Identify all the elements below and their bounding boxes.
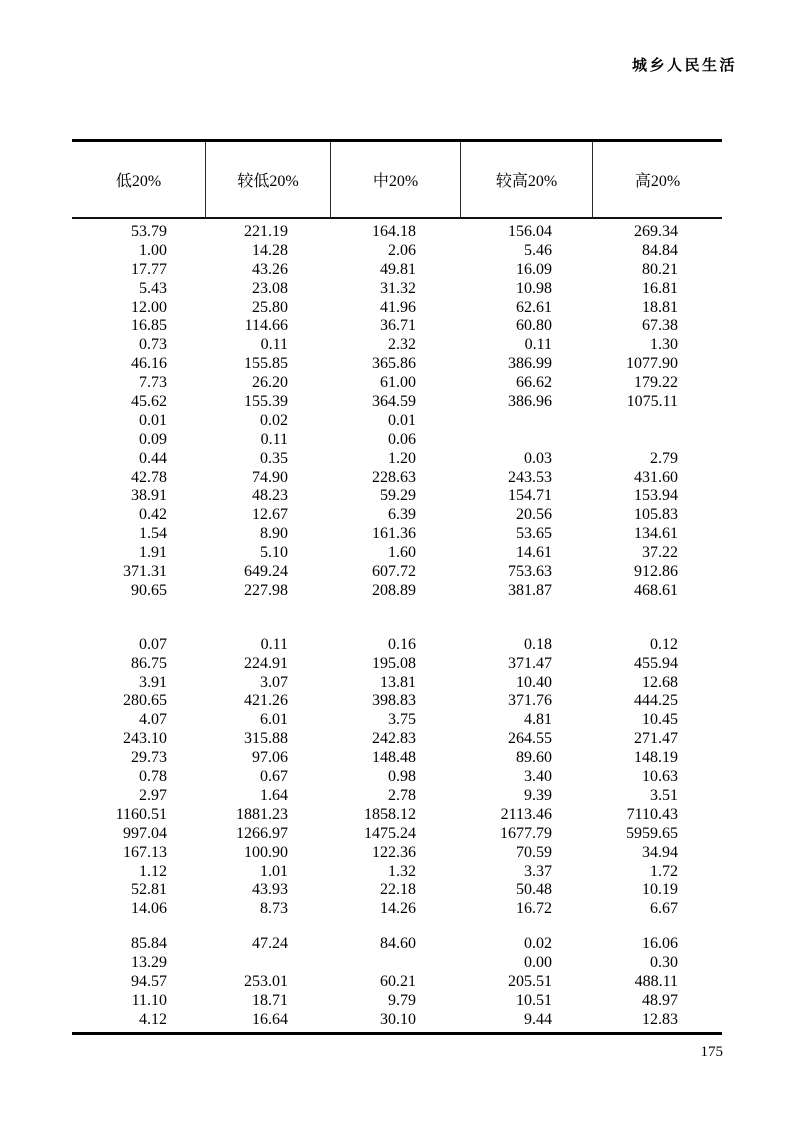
table-cell: 10.19 <box>642 881 678 899</box>
table-cell: 62.61 <box>516 298 552 316</box>
table-cell: 43.26 <box>252 260 288 278</box>
table-cell: 53.65 <box>516 525 552 543</box>
table-cell: 17.77 <box>131 260 167 278</box>
table-cell: 2113.46 <box>500 805 552 823</box>
table-cell: 2.79 <box>650 449 678 467</box>
table-cell: 153.94 <box>634 487 678 505</box>
table-cell: 47.24 <box>252 935 288 953</box>
table-cell: 280.65 <box>123 692 167 710</box>
table-row <box>72 317 722 336</box>
table-cell: 0.11 <box>260 430 288 448</box>
table-cell: 49.81 <box>380 260 416 278</box>
table-cell: 5.43 <box>139 279 167 297</box>
table-cell: 43.93 <box>252 881 288 899</box>
table-row <box>72 806 722 825</box>
table-cell: 85.84 <box>131 935 167 953</box>
table-row <box>72 544 722 563</box>
data-table <box>72 139 722 1035</box>
table-cell: 12.67 <box>252 506 288 524</box>
table-cell: 224.91 <box>244 654 288 672</box>
table-cell: 45.62 <box>131 393 167 411</box>
table-row <box>72 1011 722 1030</box>
table-cell: 148.48 <box>372 749 416 767</box>
table-cell: 371.76 <box>508 692 552 710</box>
table-cell: 41.96 <box>380 298 416 316</box>
table-cell: 6.01 <box>260 711 288 729</box>
table-cell: 1858.12 <box>364 805 416 823</box>
table-cell: 315.88 <box>244 730 288 748</box>
table-cell: 0.00 <box>524 954 552 972</box>
table-cell: 134.61 <box>634 525 678 543</box>
table-cell: 36.71 <box>380 317 416 335</box>
table-cell: 1.00 <box>139 241 167 259</box>
table-cell: 30.10 <box>380 1010 416 1028</box>
table-cell: 3.40 <box>524 768 552 786</box>
table-row <box>72 973 722 992</box>
table-cell: 53.79 <box>131 223 167 240</box>
table-cell: 208.89 <box>372 581 416 599</box>
table-cell: 398.83 <box>372 692 416 710</box>
table-cell: 0.11 <box>260 635 288 653</box>
table-cell: 18.81 <box>642 298 678 316</box>
table-cell: 221.19 <box>244 223 288 240</box>
table-cell: 60.80 <box>516 317 552 335</box>
table-cell: 14.28 <box>252 241 288 259</box>
table-cell: 6.39 <box>388 506 416 524</box>
table-cell: 9.79 <box>388 991 416 1009</box>
table-cell: 154.71 <box>508 487 552 505</box>
table-cell: 100.90 <box>244 843 288 861</box>
table-cell: 3.75 <box>388 711 416 729</box>
table-row <box>72 336 722 355</box>
table-cell: 90.65 <box>131 581 167 599</box>
table-cell: 1.72 <box>650 862 678 880</box>
table-row <box>72 450 722 469</box>
table-cell: 5.10 <box>260 544 288 562</box>
table-row <box>72 223 722 242</box>
table-cell: 0.02 <box>260 411 288 429</box>
page-number: 175 <box>700 1044 723 1060</box>
table-cell: 22.18 <box>380 881 416 899</box>
table-row <box>72 242 722 261</box>
table-cell: 997.04 <box>123 824 167 842</box>
table-cell: 2.78 <box>388 786 416 804</box>
table-cell: 1475.24 <box>364 824 416 842</box>
table-row <box>72 749 722 768</box>
table-cell: 18.71 <box>252 991 288 1009</box>
table-cell: 0.73 <box>139 336 167 354</box>
table-cell: 66.62 <box>516 374 552 392</box>
table-cell: 23.08 <box>252 279 288 297</box>
table-cell: 10.63 <box>642 768 678 786</box>
table-cell: 227.98 <box>244 581 288 599</box>
table-cell: 3.91 <box>139 673 167 691</box>
table-row <box>72 655 722 674</box>
table-cell: 155.85 <box>244 355 288 373</box>
table-cell: 8.73 <box>260 900 288 918</box>
table-cell: 61.00 <box>380 374 416 392</box>
table-cell: 1160.51 <box>115 805 167 823</box>
table-cell: 9.44 <box>524 1010 552 1028</box>
table-cell: 649.24 <box>244 563 288 581</box>
table-row <box>72 825 722 844</box>
table-row <box>72 261 722 280</box>
table-cell: 371.47 <box>508 654 552 672</box>
table-cell: 46.16 <box>131 355 167 373</box>
table-row <box>72 900 722 919</box>
table-cell: 1.01 <box>260 862 288 880</box>
table-cell: 0.35 <box>260 449 288 467</box>
table-cell: 12.83 <box>642 1010 678 1028</box>
table-cell: 431.60 <box>634 468 678 486</box>
table-cell: 488.11 <box>634 972 678 990</box>
table-cell: 161.36 <box>372 525 416 543</box>
table-cell: 16.09 <box>516 260 552 278</box>
table-cell: 269.34 <box>634 223 678 240</box>
table-cell: 228.63 <box>372 468 416 486</box>
column-header: 高20% <box>592 142 722 217</box>
table-cell: 386.96 <box>508 393 552 411</box>
table-cell: 0.78 <box>139 768 167 786</box>
table-cell: 1881.23 <box>236 805 288 823</box>
table-row <box>72 711 722 730</box>
column-header: 较低20% <box>205 142 330 217</box>
table-row <box>72 506 722 525</box>
table-cell: 10.98 <box>516 279 552 297</box>
table-cell: 60.21 <box>380 972 416 990</box>
column-header: 较高20% <box>460 142 592 217</box>
table-cell: 386.99 <box>508 355 552 373</box>
table-row <box>72 582 722 601</box>
table-row <box>72 299 722 318</box>
table-cell: 31.32 <box>380 279 416 297</box>
table-cell: 365.86 <box>372 355 416 373</box>
table-cell: 74.90 <box>252 468 288 486</box>
table-cell: 2.97 <box>139 786 167 804</box>
table-cell: 14.61 <box>516 544 552 562</box>
table-cell: 271.47 <box>634 730 678 748</box>
table-cell: 264.55 <box>508 730 552 748</box>
table-cell: 4.81 <box>524 711 552 729</box>
table-cell: 37.22 <box>642 544 678 562</box>
table-cell: 105.83 <box>634 506 678 524</box>
table-cell: 14.26 <box>380 900 416 918</box>
table-cell: 12.00 <box>131 298 167 316</box>
table-cell: 10.40 <box>516 673 552 691</box>
table-cell: 167.13 <box>123 843 167 861</box>
table-cell: 97.06 <box>252 749 288 767</box>
table-cell: 52.81 <box>131 881 167 899</box>
table-cell: 5959.65 <box>626 824 678 842</box>
table-cell: 0.67 <box>260 768 288 786</box>
column-header: 低20% <box>115 173 162 190</box>
table-cell: 0.09 <box>139 430 167 448</box>
table-row <box>72 954 722 973</box>
table-section <box>72 223 722 601</box>
table-cell: 7110.43 <box>626 805 678 823</box>
table-body <box>72 219 722 1035</box>
table-section <box>72 636 722 919</box>
table-cell: 16.64 <box>252 1010 288 1028</box>
table-cell: 42.78 <box>131 468 167 486</box>
table-cell: 2.06 <box>388 241 416 259</box>
table-cell: 421.26 <box>244 692 288 710</box>
table-cell: 84.84 <box>642 241 678 259</box>
table-cell: 25.80 <box>252 298 288 316</box>
table-row <box>72 374 722 393</box>
table-row <box>72 431 722 450</box>
table-row <box>72 636 722 655</box>
table-cell: 8.90 <box>260 525 288 543</box>
table-cell: 179.22 <box>634 374 678 392</box>
table-cell: 70.59 <box>516 843 552 861</box>
table-cell: 243.10 <box>123 730 167 748</box>
running-header-title: 城乡人民生活 <box>631 58 737 74</box>
table-cell: 455.94 <box>634 654 678 672</box>
table-cell: 164.18 <box>372 223 416 240</box>
table-cell: 7.73 <box>139 374 167 392</box>
table-cell: 1.30 <box>650 336 678 354</box>
table-row <box>72 674 722 693</box>
table-cell: 29.73 <box>131 749 167 767</box>
table-row <box>72 730 722 749</box>
table-cell: 1077.90 <box>626 355 678 373</box>
table-cell: 468.61 <box>634 581 678 599</box>
table-cell: 3.07 <box>260 673 288 691</box>
table-cell: 50.48 <box>516 881 552 899</box>
table-cell: 155.39 <box>244 393 288 411</box>
table-row <box>72 412 722 431</box>
table-cell: 1266.97 <box>236 824 288 842</box>
table-cell: 607.72 <box>372 563 416 581</box>
table-cell: 381.87 <box>508 581 552 599</box>
table-cell: 10.45 <box>642 711 678 729</box>
table-row <box>72 487 722 506</box>
column-header: 中20% <box>330 142 460 217</box>
table-header-row <box>72 139 722 219</box>
table-row <box>72 863 722 882</box>
table-cell: 84.60 <box>380 935 416 953</box>
table-cell: 0.98 <box>388 768 416 786</box>
table-cell: 0.11 <box>524 336 552 354</box>
table-cell: 1.64 <box>260 786 288 804</box>
table-cell: 122.36 <box>372 843 416 861</box>
table-cell: 16.72 <box>516 900 552 918</box>
table-cell: 114.66 <box>244 317 288 335</box>
table-cell: 0.42 <box>139 506 167 524</box>
table-row <box>72 844 722 863</box>
table-cell: 1.32 <box>388 862 416 880</box>
table-cell: 444.25 <box>634 692 678 710</box>
table-cell: 1.91 <box>139 544 167 562</box>
table-cell: 0.16 <box>388 635 416 653</box>
table-cell: 0.03 <box>524 449 552 467</box>
table-cell: 253.01 <box>244 972 288 990</box>
table-cell: 16.81 <box>642 279 678 297</box>
table-cell: 6.67 <box>650 900 678 918</box>
table-row <box>72 355 722 374</box>
table-cell: 80.21 <box>642 260 678 278</box>
table-cell: 0.30 <box>650 954 678 972</box>
table-cell: 10.51 <box>516 991 552 1009</box>
table-cell: 0.12 <box>650 635 678 653</box>
table-cell: 48.23 <box>252 487 288 505</box>
table-cell: 9.39 <box>524 786 552 804</box>
table-cell: 94.57 <box>131 972 167 990</box>
table-row <box>72 787 722 806</box>
table-cell: 59.29 <box>380 487 416 505</box>
table-cell: 1.12 <box>139 862 167 880</box>
table-cell: 371.31 <box>123 563 167 581</box>
table-row <box>72 935 722 954</box>
table-cell: 34.94 <box>642 843 678 861</box>
table-cell: 0.06 <box>388 430 416 448</box>
table-cell: 12.68 <box>642 673 678 691</box>
table-cell: 4.12 <box>139 1010 167 1028</box>
table-cell: 14.06 <box>131 900 167 918</box>
table-cell: 67.38 <box>642 317 678 335</box>
table-cell: 0.01 <box>388 411 416 429</box>
table-cell: 195.08 <box>372 654 416 672</box>
table-cell: 0.07 <box>139 635 167 653</box>
table-cell: 753.63 <box>508 563 552 581</box>
table-cell: 26.20 <box>252 374 288 392</box>
table-cell: 148.19 <box>634 749 678 767</box>
table-row <box>72 563 722 582</box>
table-cell: 0.44 <box>139 449 167 467</box>
table-cell: 3.51 <box>650 786 678 804</box>
table-cell: 48.97 <box>642 991 678 1009</box>
table-row <box>72 525 722 544</box>
table-cell: 1075.11 <box>626 393 678 411</box>
table-cell: 0.11 <box>260 336 288 354</box>
table-cell: 0.02 <box>524 935 552 953</box>
table-section <box>72 935 722 1029</box>
table-cell: 5.46 <box>524 241 552 259</box>
table-cell: 4.07 <box>139 711 167 729</box>
table-cell: 86.75 <box>131 654 167 672</box>
table-row <box>72 692 722 711</box>
table-row <box>72 992 722 1011</box>
table-cell: 89.60 <box>516 749 552 767</box>
table-cell: 1677.79 <box>500 824 552 842</box>
table-cell: 13.81 <box>380 673 416 691</box>
table-cell: 156.04 <box>508 223 552 240</box>
table-cell: 1.20 <box>388 449 416 467</box>
table-cell: 3.37 <box>524 862 552 880</box>
table-cell: 11.10 <box>131 991 167 1009</box>
table-cell: 13.29 <box>131 954 167 972</box>
table-row <box>72 280 722 299</box>
table-cell: 364.59 <box>372 393 416 411</box>
table-cell: 0.01 <box>139 411 167 429</box>
table-cell: 912.86 <box>634 563 678 581</box>
table-cell: 1.60 <box>388 544 416 562</box>
table-row <box>72 469 722 488</box>
table-cell: 205.51 <box>508 972 552 990</box>
table-row <box>72 881 722 900</box>
table-cell: 38.91 <box>131 487 167 505</box>
table-row <box>72 768 722 787</box>
table-cell: 2.32 <box>388 336 416 354</box>
table-cell: 16.06 <box>642 935 678 953</box>
table-cell: 0.18 <box>524 635 552 653</box>
table-cell: 243.53 <box>508 468 552 486</box>
table-cell: 1.54 <box>139 525 167 543</box>
table-row <box>72 393 722 412</box>
table-cell: 20.56 <box>516 506 552 524</box>
table-cell: 16.85 <box>131 317 167 335</box>
table-cell: 242.83 <box>372 730 416 748</box>
